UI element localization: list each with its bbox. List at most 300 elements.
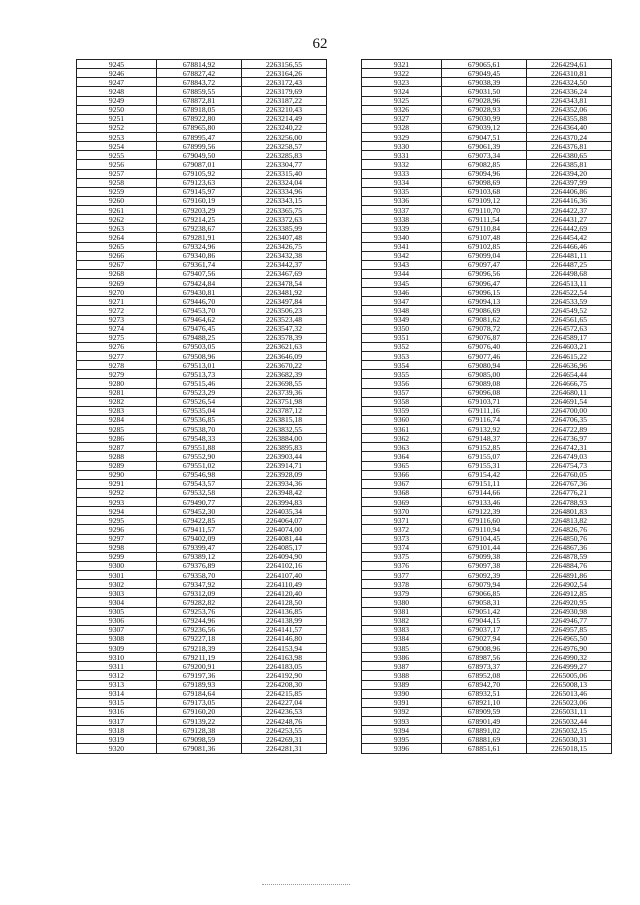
table-row: [77, 534, 327, 543]
table-row: [77, 744, 327, 753]
y-coordinate-cell: 2264813,82: [527, 516, 612, 525]
y-coordinate-cell: 2263285,83: [242, 151, 327, 160]
y-coordinate-cell: 2263304,77: [242, 160, 327, 169]
table-row: [362, 260, 612, 269]
y-coordinate-cell: 2264343,81: [527, 96, 612, 105]
x-coordinate-cell: 678918,05: [157, 105, 242, 114]
y-coordinate-cell: 2264208,30: [242, 680, 327, 689]
y-coordinate-cell: 2263156,55: [242, 60, 327, 69]
y-coordinate-cell: 2264385,81: [527, 160, 612, 169]
point-number-cell: 9297: [77, 534, 157, 543]
point-number-cell: 9337: [362, 206, 442, 215]
point-number-cell: 9267: [77, 260, 157, 269]
table-row: [362, 461, 612, 470]
point-number-cell: 9333: [362, 169, 442, 178]
table-row: [77, 114, 327, 123]
y-coordinate-cell: 2264999,27: [527, 662, 612, 671]
x-coordinate-cell: 679184,64: [157, 689, 242, 698]
x-coordinate-cell: 679422,85: [157, 516, 242, 525]
y-coordinate-cell: 2264884,76: [527, 561, 612, 570]
x-coordinate-cell: 679066,85: [442, 589, 527, 598]
table-row: [77, 370, 327, 379]
x-coordinate-cell: 678922,80: [157, 114, 242, 123]
table-row: [77, 69, 327, 78]
coordinate-table-left: [76, 59, 327, 754]
y-coordinate-cell: 2263164,26: [242, 69, 327, 78]
point-number-cell: 9395: [362, 735, 442, 744]
point-number-cell: 9255: [77, 151, 157, 160]
x-coordinate-cell: 678942,70: [442, 680, 527, 689]
point-number-cell: 9367: [362, 479, 442, 488]
point-number-cell: 9284: [77, 415, 157, 424]
table-row: [362, 233, 612, 242]
x-coordinate-cell: 679031,50: [442, 87, 527, 96]
page-number: 62: [312, 36, 328, 52]
x-coordinate-cell: 679515,46: [157, 379, 242, 388]
point-number-cell: 9386: [362, 653, 442, 662]
x-coordinate-cell: 679151,11: [442, 479, 527, 488]
point-number-cell: 9307: [77, 625, 157, 634]
x-coordinate-cell: 678932,51: [442, 689, 527, 698]
point-number-cell: 9282: [77, 397, 157, 406]
point-number-cell: 9391: [362, 698, 442, 707]
point-number-cell: 9347: [362, 297, 442, 306]
point-number-cell: 9253: [77, 133, 157, 142]
y-coordinate-cell: 2264431,27: [527, 215, 612, 224]
point-number-cell: 9338: [362, 215, 442, 224]
point-number-cell: 9270: [77, 288, 157, 297]
table-row: [77, 552, 327, 561]
table-row: [77, 671, 327, 680]
x-coordinate-cell: 679282,82: [157, 598, 242, 607]
y-coordinate-cell: 2264136,85: [242, 607, 327, 616]
table-row: [77, 470, 327, 479]
y-coordinate-cell: 2263578,39: [242, 333, 327, 342]
x-coordinate-cell: 679101,44: [442, 543, 527, 552]
y-coordinate-cell: 2263365,75: [242, 206, 327, 215]
table-row: [362, 279, 612, 288]
y-coordinate-cell: 2263432,38: [242, 251, 327, 260]
y-coordinate-cell: 2264110,49: [242, 580, 327, 589]
table-row: [77, 352, 327, 361]
table-row: [77, 616, 327, 625]
y-coordinate-cell: 2263621,63: [242, 342, 327, 351]
y-coordinate-cell: 2264454,42: [527, 233, 612, 242]
table-row: [77, 388, 327, 397]
table-row: [362, 616, 612, 625]
coordinate-table-right: [361, 59, 612, 754]
y-coordinate-cell: 2263426,75: [242, 242, 327, 251]
table-row: [77, 434, 327, 443]
y-coordinate-cell: 2264102,16: [242, 561, 327, 570]
point-number-cell: 9265: [77, 242, 157, 251]
x-coordinate-cell: 678999,56: [157, 142, 242, 151]
point-number-cell: 9289: [77, 461, 157, 470]
x-coordinate-cell: 679076,87: [442, 333, 527, 342]
table-row: [77, 361, 327, 370]
x-coordinate-cell: 679097,47: [442, 260, 527, 269]
x-coordinate-cell: 679107,48: [442, 233, 527, 242]
point-number-cell: 9314: [77, 689, 157, 698]
y-coordinate-cell: 2264636,96: [527, 361, 612, 370]
y-coordinate-cell: 2264183,05: [242, 662, 327, 671]
point-number-cell: 9260: [77, 196, 157, 205]
point-number-cell: 9392: [362, 707, 442, 716]
x-coordinate-cell: 679037,17: [442, 625, 527, 634]
table-row: [77, 580, 327, 589]
table-row: [362, 498, 612, 507]
y-coordinate-cell: 2264615,22: [527, 352, 612, 361]
y-coordinate-cell: 2263903,44: [242, 452, 327, 461]
y-coordinate-cell: 2263895,83: [242, 443, 327, 452]
point-number-cell: 9292: [77, 488, 157, 497]
point-number-cell: 9371: [362, 516, 442, 525]
x-coordinate-cell: 679532,58: [157, 488, 242, 497]
point-number-cell: 9336: [362, 196, 442, 205]
x-coordinate-cell: 679008,96: [442, 644, 527, 653]
point-number-cell: 9257: [77, 169, 157, 178]
y-coordinate-cell: 2264788,93: [527, 498, 612, 507]
table-row: [77, 525, 327, 534]
y-coordinate-cell: 2264878,59: [527, 552, 612, 561]
y-coordinate-cell: 2264146,80: [242, 634, 327, 643]
point-number-cell: 9355: [362, 370, 442, 379]
x-coordinate-cell: 679073,34: [442, 151, 527, 160]
y-coordinate-cell: 2264826,76: [527, 525, 612, 534]
point-number-cell: 9311: [77, 662, 157, 671]
x-coordinate-cell: 679081,62: [442, 315, 527, 324]
point-number-cell: 9322: [362, 69, 442, 78]
x-coordinate-cell: 679079,94: [442, 580, 527, 589]
x-coordinate-cell: 679096,56: [442, 269, 527, 278]
x-coordinate-cell: 678973,37: [442, 662, 527, 671]
x-coordinate-cell: 678872,81: [157, 96, 242, 105]
x-coordinate-cell: 679038,39: [442, 78, 527, 87]
table-row: [77, 543, 327, 552]
point-number-cell: 9329: [362, 133, 442, 142]
x-coordinate-cell: 679211,19: [157, 653, 242, 662]
table-row: [362, 717, 612, 726]
table-row: [362, 269, 612, 278]
table-row: [362, 589, 612, 598]
point-number-cell: 9279: [77, 370, 157, 379]
x-coordinate-cell: 679110,70: [442, 206, 527, 215]
x-coordinate-cell: 679144,66: [442, 488, 527, 497]
point-number-cell: 9283: [77, 406, 157, 415]
table-row: [77, 288, 327, 297]
y-coordinate-cell: 2264976,90: [527, 644, 612, 653]
x-coordinate-cell: 679281,91: [157, 233, 242, 242]
y-coordinate-cell: 2265032,44: [527, 717, 612, 726]
table-row: [362, 525, 612, 534]
table-row: [362, 251, 612, 260]
point-number-cell: 9323: [362, 78, 442, 87]
table-row: [77, 735, 327, 744]
table-row: [77, 60, 327, 69]
x-coordinate-cell: 679508,96: [157, 352, 242, 361]
y-coordinate-cell: 2263751,98: [242, 397, 327, 406]
table-row: [362, 689, 612, 698]
point-number-cell: 9310: [77, 653, 157, 662]
table-row: [77, 479, 327, 488]
point-number-cell: 9369: [362, 498, 442, 507]
table-row: [77, 306, 327, 315]
y-coordinate-cell: 2264153,94: [242, 644, 327, 653]
table-row: [362, 443, 612, 452]
x-coordinate-cell: 679098,69: [442, 178, 527, 187]
x-coordinate-cell: 679133,46: [442, 498, 527, 507]
x-coordinate-cell: 679253,76: [157, 607, 242, 616]
point-number-cell: 9245: [77, 60, 157, 69]
point-number-cell: 9318: [77, 726, 157, 735]
table-row: [77, 251, 327, 260]
x-coordinate-cell: 679110,84: [442, 224, 527, 233]
point-number-cell: 9266: [77, 251, 157, 260]
y-coordinate-cell: 2264487,25: [527, 260, 612, 269]
table-row: [362, 653, 612, 662]
table-row: [362, 69, 612, 78]
table-row: [77, 279, 327, 288]
x-coordinate-cell: 679077,46: [442, 352, 527, 361]
point-number-cell: 9248: [77, 87, 157, 96]
y-coordinate-cell: 2264236,53: [242, 707, 327, 716]
y-coordinate-cell: 2263324,04: [242, 178, 327, 187]
table-row: [77, 178, 327, 187]
x-coordinate-cell: 679214,25: [157, 215, 242, 224]
y-coordinate-cell: 2263832,55: [242, 425, 327, 434]
x-coordinate-cell: 679173,05: [157, 698, 242, 707]
point-number-cell: 9281: [77, 388, 157, 397]
table-row: [362, 488, 612, 497]
y-coordinate-cell: 2264406,86: [527, 187, 612, 196]
x-coordinate-cell: 679197,36: [157, 671, 242, 680]
y-coordinate-cell: 2264094,90: [242, 552, 327, 561]
x-coordinate-cell: 679476,45: [157, 324, 242, 333]
x-coordinate-cell: 679089,08: [442, 379, 527, 388]
x-coordinate-cell: 679402,09: [157, 534, 242, 543]
y-coordinate-cell: 2263948,42: [242, 488, 327, 497]
y-coordinate-cell: 2264481,11: [527, 251, 612, 260]
table-row: [362, 379, 612, 388]
table-row: [362, 698, 612, 707]
x-coordinate-cell: 679513,73: [157, 370, 242, 379]
table-row: [77, 644, 327, 653]
table-row: [77, 397, 327, 406]
table-row: [362, 625, 612, 634]
point-number-cell: 9374: [362, 543, 442, 552]
table-row: [77, 452, 327, 461]
x-coordinate-cell: 679189,93: [157, 680, 242, 689]
y-coordinate-cell: 2265013,46: [527, 689, 612, 698]
y-coordinate-cell: 2264760,05: [527, 470, 612, 479]
x-coordinate-cell: 679096,08: [442, 388, 527, 397]
y-coordinate-cell: 2263214,49: [242, 114, 327, 123]
x-coordinate-cell: 679085,00: [442, 370, 527, 379]
table-row: [77, 142, 327, 151]
table-row: [77, 680, 327, 689]
x-coordinate-cell: 679094,13: [442, 297, 527, 306]
point-number-cell: 9348: [362, 306, 442, 315]
y-coordinate-cell: 2264990,32: [527, 653, 612, 662]
point-number-cell: 9354: [362, 361, 442, 370]
x-coordinate-cell: 679490,77: [157, 498, 242, 507]
point-number-cell: 9296: [77, 525, 157, 534]
x-coordinate-cell: 679536,85: [157, 415, 242, 424]
x-coordinate-cell: 679552,90: [157, 452, 242, 461]
y-coordinate-cell: 2264902,54: [527, 580, 612, 589]
x-coordinate-cell: 679538,70: [157, 425, 242, 434]
point-number-cell: 9258: [77, 178, 157, 187]
y-coordinate-cell: 2264891,86: [527, 571, 612, 580]
y-coordinate-cell: 2263442,37: [242, 260, 327, 269]
y-coordinate-cell: 2264310,81: [527, 69, 612, 78]
table-row: [77, 123, 327, 132]
point-number-cell: 9300: [77, 561, 157, 570]
table-row: [77, 662, 327, 671]
table-row: [362, 634, 612, 643]
point-number-cell: 9368: [362, 488, 442, 497]
point-number-cell: 9384: [362, 634, 442, 643]
point-number-cell: 9372: [362, 525, 442, 534]
table-row: [77, 324, 327, 333]
table-row: [362, 297, 612, 306]
table-row: [362, 142, 612, 151]
y-coordinate-cell: 2263315,40: [242, 169, 327, 178]
y-coordinate-cell: 2264920,95: [527, 598, 612, 607]
x-coordinate-cell: 678995,47: [157, 133, 242, 142]
x-coordinate-cell: 678987,56: [442, 653, 527, 662]
x-coordinate-cell: 679111,16: [442, 406, 527, 415]
point-number-cell: 9308: [77, 634, 157, 643]
table-row: [362, 178, 612, 187]
y-coordinate-cell: 2264561,65: [527, 315, 612, 324]
x-coordinate-cell: 679218,39: [157, 644, 242, 653]
x-coordinate-cell: 679080,94: [442, 361, 527, 370]
point-number-cell: 9272: [77, 306, 157, 315]
table-row: [362, 169, 612, 178]
point-number-cell: 9335: [362, 187, 442, 196]
point-number-cell: 9339: [362, 224, 442, 233]
point-number-cell: 9251: [77, 114, 157, 123]
x-coordinate-cell: 679160,20: [157, 707, 242, 716]
table-row: [362, 123, 612, 132]
y-coordinate-cell: 2264281,31: [242, 744, 327, 753]
y-coordinate-cell: 2264767,36: [527, 479, 612, 488]
x-coordinate-cell: 679044,15: [442, 616, 527, 625]
x-coordinate-cell: 679453,70: [157, 306, 242, 315]
point-number-cell: 9346: [362, 288, 442, 297]
table-row: [77, 224, 327, 233]
x-coordinate-cell: 679551,88: [157, 443, 242, 452]
y-coordinate-cell: 2263547,32: [242, 324, 327, 333]
y-coordinate-cell: 2264522,54: [527, 288, 612, 297]
x-coordinate-cell: 679096,47: [442, 279, 527, 288]
table-row: [77, 607, 327, 616]
y-coordinate-cell: 2264269,31: [242, 735, 327, 744]
x-coordinate-cell: 679092,39: [442, 571, 527, 580]
point-number-cell: 9349: [362, 315, 442, 324]
y-coordinate-cell: 2264742,31: [527, 443, 612, 452]
point-number-cell: 9262: [77, 215, 157, 224]
y-coordinate-cell: 2264589,17: [527, 333, 612, 342]
y-coordinate-cell: 2264352,06: [527, 105, 612, 114]
point-number-cell: 9378: [362, 580, 442, 589]
x-coordinate-cell: 679094,96: [442, 169, 527, 178]
x-coordinate-cell: 679160,19: [157, 196, 242, 205]
table-row: [77, 461, 327, 470]
y-coordinate-cell: 2263646,09: [242, 352, 327, 361]
y-coordinate-cell: 2264397,99: [527, 178, 612, 187]
table-row: [77, 242, 327, 251]
y-coordinate-cell: 2265030,31: [527, 735, 612, 744]
x-coordinate-cell: 679103,68: [442, 187, 527, 196]
x-coordinate-cell: 679078,72: [442, 324, 527, 333]
x-coordinate-cell: 679123,63: [157, 178, 242, 187]
x-coordinate-cell: 679058,31: [442, 598, 527, 607]
table-row: [77, 96, 327, 105]
x-coordinate-cell: 679488,25: [157, 333, 242, 342]
point-number-cell: 9341: [362, 242, 442, 251]
point-number-cell: 9343: [362, 260, 442, 269]
y-coordinate-cell: 2263172,43: [242, 78, 327, 87]
x-coordinate-cell: 679324,96: [157, 242, 242, 251]
y-coordinate-cell: 2263994,83: [242, 498, 327, 507]
table-row: [77, 169, 327, 178]
table-row: [362, 607, 612, 616]
table-row: [362, 361, 612, 370]
table-row: [77, 87, 327, 96]
x-coordinate-cell: 678921,10: [442, 698, 527, 707]
point-number-cell: 9327: [362, 114, 442, 123]
point-number-cell: 9331: [362, 151, 442, 160]
x-coordinate-cell: 679102,85: [442, 242, 527, 251]
x-coordinate-cell: 678952,08: [442, 671, 527, 680]
y-coordinate-cell: 2264957,85: [527, 625, 612, 634]
y-coordinate-cell: 2264253,55: [242, 726, 327, 735]
x-coordinate-cell: 679200,91: [157, 662, 242, 671]
point-number-cell: 9390: [362, 689, 442, 698]
x-coordinate-cell: 679109,12: [442, 196, 527, 205]
table-row: [362, 324, 612, 333]
y-coordinate-cell: 2264163,98: [242, 653, 327, 662]
y-coordinate-cell: 2263506,23: [242, 306, 327, 315]
table-row: [77, 488, 327, 497]
x-coordinate-cell: 679086,69: [442, 306, 527, 315]
table-row: [362, 415, 612, 424]
x-coordinate-cell: 679358,70: [157, 571, 242, 580]
point-number-cell: 9362: [362, 434, 442, 443]
x-coordinate-cell: 678859,55: [157, 87, 242, 96]
point-number-cell: 9332: [362, 160, 442, 169]
x-coordinate-cell: 679096,15: [442, 288, 527, 297]
table-row: [77, 333, 327, 342]
table-row: [362, 224, 612, 233]
point-number-cell: 9316: [77, 707, 157, 716]
x-coordinate-cell: 679238,67: [157, 224, 242, 233]
table-row: [362, 96, 612, 105]
table-row: [362, 671, 612, 680]
point-number-cell: 9361: [362, 425, 442, 434]
point-number-cell: 9246: [77, 69, 157, 78]
x-coordinate-cell: 679099,38: [442, 552, 527, 561]
table-row: [362, 215, 612, 224]
y-coordinate-cell: 2264498,68: [527, 269, 612, 278]
point-number-cell: 9317: [77, 717, 157, 726]
x-coordinate-cell: 679407,56: [157, 269, 242, 278]
table-row: [77, 653, 327, 662]
x-coordinate-cell: 679546,98: [157, 470, 242, 479]
y-coordinate-cell: 2264706,35: [527, 415, 612, 424]
